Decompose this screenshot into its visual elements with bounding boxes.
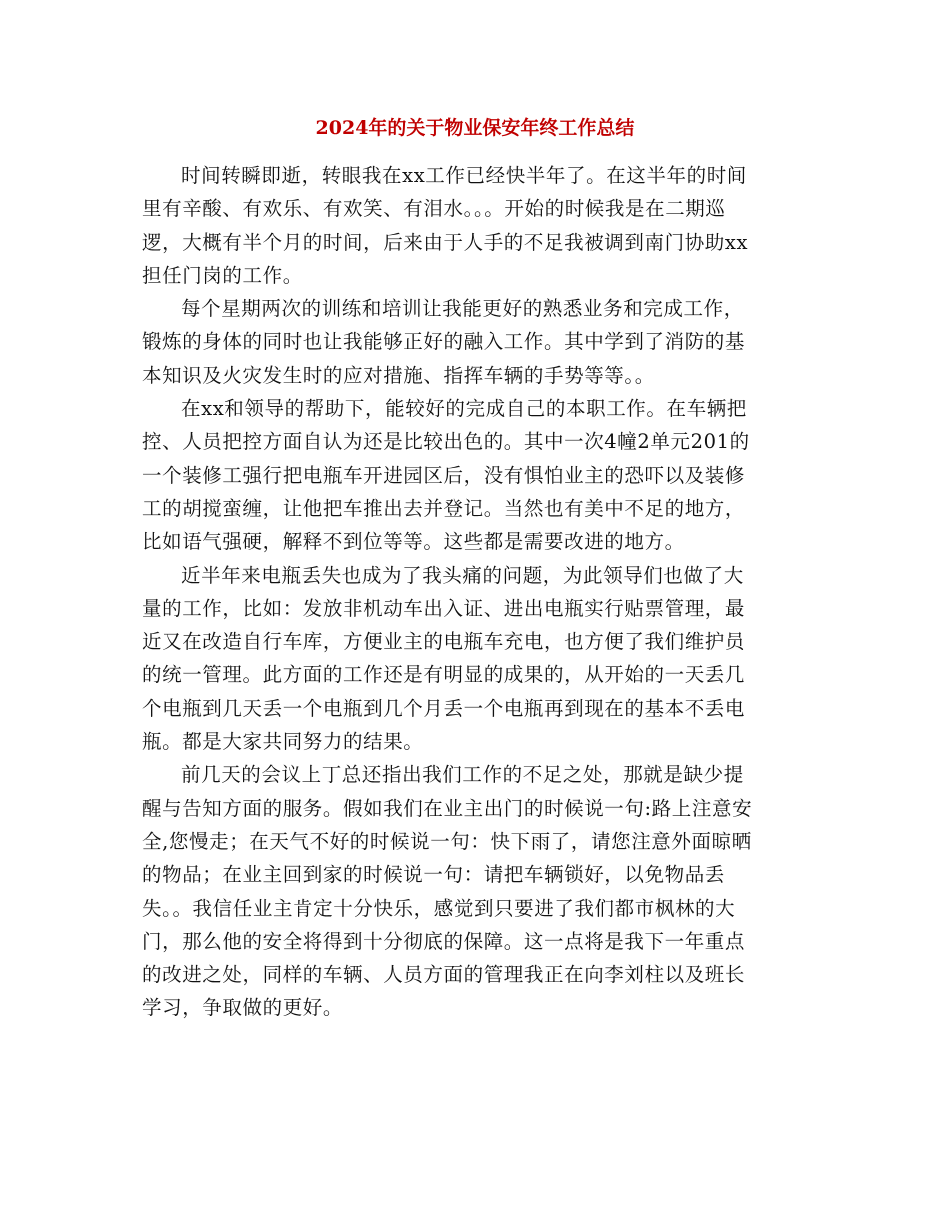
paragraph-line: 学习，争取做的更好。 [142,996,344,1020]
paragraph-4 [142,559,810,759]
paragraph-line: 比如语气强硬，解释不到位等等。这些都是需要改进的地方。 [142,530,685,554]
paragraph-line: 工的胡搅蛮缠，让他把车推出去并登记。当然也有美中不足的地方， [142,496,746,520]
paragraph-line: 锻炼的身体的同时也让我能够正好的融入工作。其中学到了消防的基 [142,330,746,354]
paragraph-line: 的改进之处，同样的车辆、人员方面的管理我正在向李刘柱以及班长 [142,963,746,987]
paragraph-line: 的物品；在业主回到家的时候说一句：请把车辆锁好，以免物品丢 [142,863,725,887]
paragraph-line: 醒与告知方面的服务。假如我们在业主出门的时候说一句:路上注意安 [142,796,753,820]
paragraph-3 [142,392,810,558]
paragraph-line: 每个星期两次的训练和培训让我能更好的熟悉业务和完成工作， [181,297,744,321]
paragraph-5 [142,758,810,1024]
paragraph-line: 担任门岗的工作。 [142,263,303,287]
paragraph-line: 时间转瞬即逝，转眼我在xx工作已经快半年了。在这半年的时间 [181,164,747,187]
document-title: 2024年的关于物业保安年终工作总结 [315,117,635,139]
paragraph-1 [142,159,810,292]
paragraph-line: 前几天的会议上丁总还指出我们工作的不足之处，那就是缺少提 [181,763,744,787]
paragraph-line: 个电瓶到几天丢一个电瓶到几个月丢一个电瓶再到现在的基本不丢电 [142,696,746,720]
paragraph-line: 近又在改造自行车库，方便业主的电瓶车充电，也方便了我们维护员 [142,630,746,654]
paragraph-line: 门，那么他的安全将得到十分彻底的保障。这一点将是我下一年重点 [142,929,746,953]
paragraph-line: 近半年来电瓶丢失也成为了我头痛的问题，为此领导们也做了大 [181,563,744,587]
paragraph-line: 瓶。都是大家共同努力的结果。 [142,730,424,754]
document-body [142,159,810,1025]
paragraph-line: 本知识及火灾发生时的应对措施、指挥车辆的手势等等。。 [142,363,655,387]
paragraph-2 [142,292,810,392]
paragraph-line: 的统一管理。此方面的工作还是有明显的成果的，从开始的一天丢几 [142,663,746,687]
paragraph-line: 一个装修工强行把电瓶车开进园区后，没有惧怕业主的恐吓以及装修 [142,463,746,487]
paragraph-line: 全,您慢走；在天气不好的时候说一句：快下雨了，请您注意外面晾晒 [142,829,752,853]
paragraph-line: 逻，大概有半个月的时间，后来由于人手的不足我被调到南门协助xx [142,230,749,254]
paragraph-line: 控、人员把控方面自认为还是比较出色的。其中一次4幢2单元201的 [142,430,750,454]
paragraph-line: 量的工作，比如：发放非机动车出入证、进出电瓶实行贴票管理，最 [142,596,746,620]
paragraph-line: 失。。我信任业主肯定十分快乐，感觉到只要进了我们都市枫林的大 [142,896,736,920]
paragraph-line: 在xx和领导的帮助下，能较好的完成自己的本职工作。在车辆把 [181,397,747,421]
paragraph-line: 里有辛酸、有欢乐、有欢笑、有泪水。。。开始的时候我是在二期巡 [142,197,726,221]
